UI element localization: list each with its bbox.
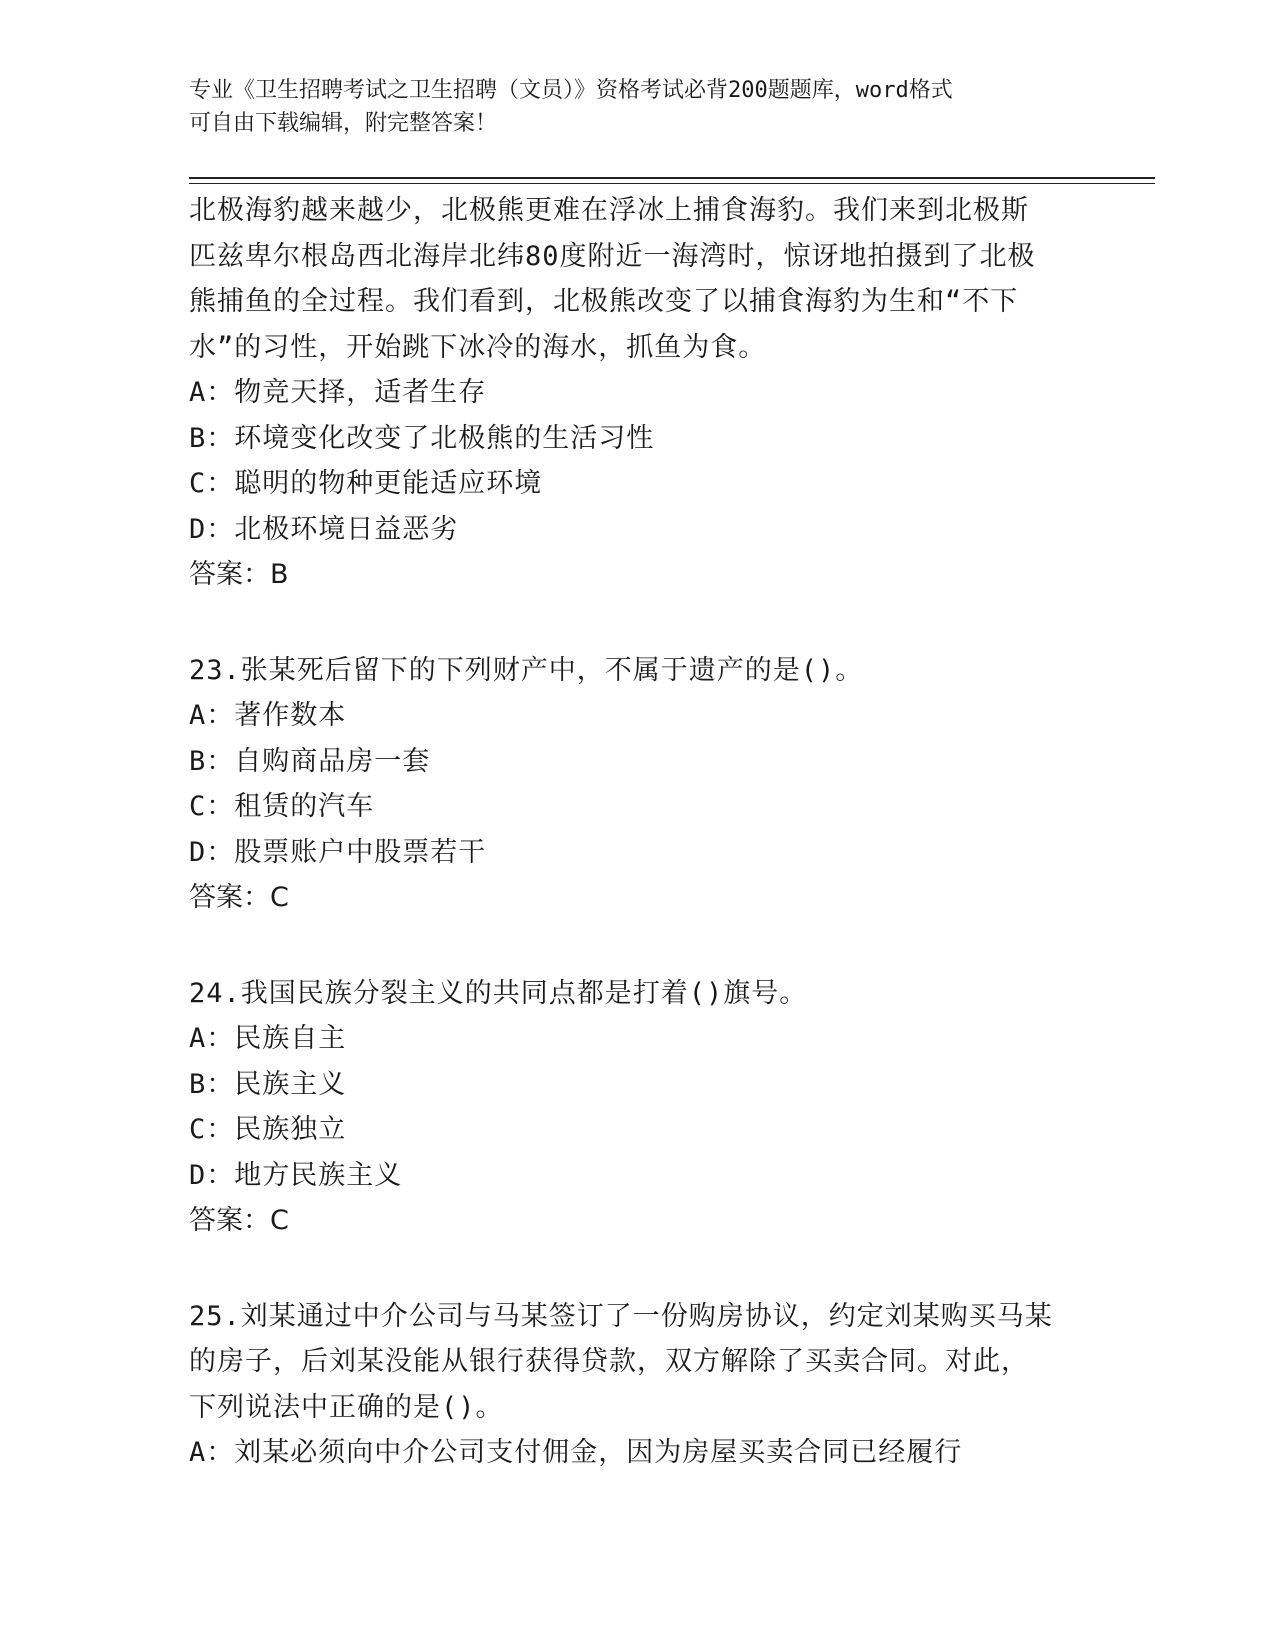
option-c: C：租赁的汽车 xyxy=(189,791,375,822)
header-divider-thin xyxy=(189,183,1155,184)
question-22 xyxy=(189,188,1089,598)
option-d: D：地方民族主义 xyxy=(189,1159,403,1191)
option-a: A：民族自主 xyxy=(189,1023,347,1054)
question-stem-line: 匹兹卑尔根岛西北海岸北纬80度附近一海湾时，惊讶地拍摄到了北极 xyxy=(189,240,1036,272)
question-stem-line: 北极海豹越来越少，北极熊更难在浮冰上捕食海豹。我们来到北极斯 xyxy=(189,195,1029,226)
option-c: C：聪明的物种更能适应环境 xyxy=(189,468,543,499)
question-list xyxy=(189,188,1089,1476)
answer: 答案：C xyxy=(189,1205,289,1236)
question-stem-line: 25.刘某通过中介公司与马某签订了一份购房协议，约定刘某购买马某 xyxy=(189,1300,1053,1332)
question-25 xyxy=(189,1294,1089,1476)
option-b: B：自购商品房一套 xyxy=(189,745,431,777)
question-stem-line: 熊捕鱼的全过程。我们看到，北极熊改变了以捕食海豹为生和“不下 xyxy=(189,286,1019,317)
option-a: A：著作数本 xyxy=(189,700,347,731)
question-24 xyxy=(189,971,1089,1244)
question-stem-line: 下列说法中正确的是()。 xyxy=(189,1391,504,1423)
spacer xyxy=(189,921,1089,971)
option-a: A：刘某必须向中介公司支付佣金，因为房屋买卖合同已经履行 xyxy=(189,1437,963,1468)
header-line-2: 可自由下载编辑，附完整答案！ xyxy=(189,111,498,136)
answer: 答案：B xyxy=(189,559,289,590)
option-b: B：环境变化改变了北极熊的生活习性 xyxy=(189,422,655,454)
question-stem-line: 的房子，后刘某没能从银行获得贷款，双方解除了买卖合同。对此， xyxy=(189,1346,1029,1377)
answer: 答案：C xyxy=(189,882,289,913)
spacer xyxy=(189,1244,1089,1294)
option-a: A：物竞天择，适者生存 xyxy=(189,377,487,408)
header-line-1: 专业《卫生招聘考试之卫生招聘（文员）》资格考试必背200题题库，word格式 xyxy=(189,78,953,103)
question-stem-line: 24.我国民族分裂主义的共同点都是打着()旗号。 xyxy=(189,977,808,1009)
option-b: B：民族主义 xyxy=(189,1068,347,1100)
question-stem-line: 23.张某死后留下的下列财产中，不属于遗产的是()。 xyxy=(189,654,864,686)
document-header xyxy=(189,74,1089,140)
spacer xyxy=(189,598,1089,648)
header-divider-thick xyxy=(189,177,1155,179)
question-stem-line: 水”的习性，开始跳下冰冷的海水，抓鱼为食。 xyxy=(189,331,767,363)
option-d: D：股票账户中股票若干 xyxy=(189,836,487,868)
question-23 xyxy=(189,648,1089,921)
option-c: C：民族独立 xyxy=(189,1114,347,1145)
option-d: D：北极环境日益恶劣 xyxy=(189,513,459,545)
